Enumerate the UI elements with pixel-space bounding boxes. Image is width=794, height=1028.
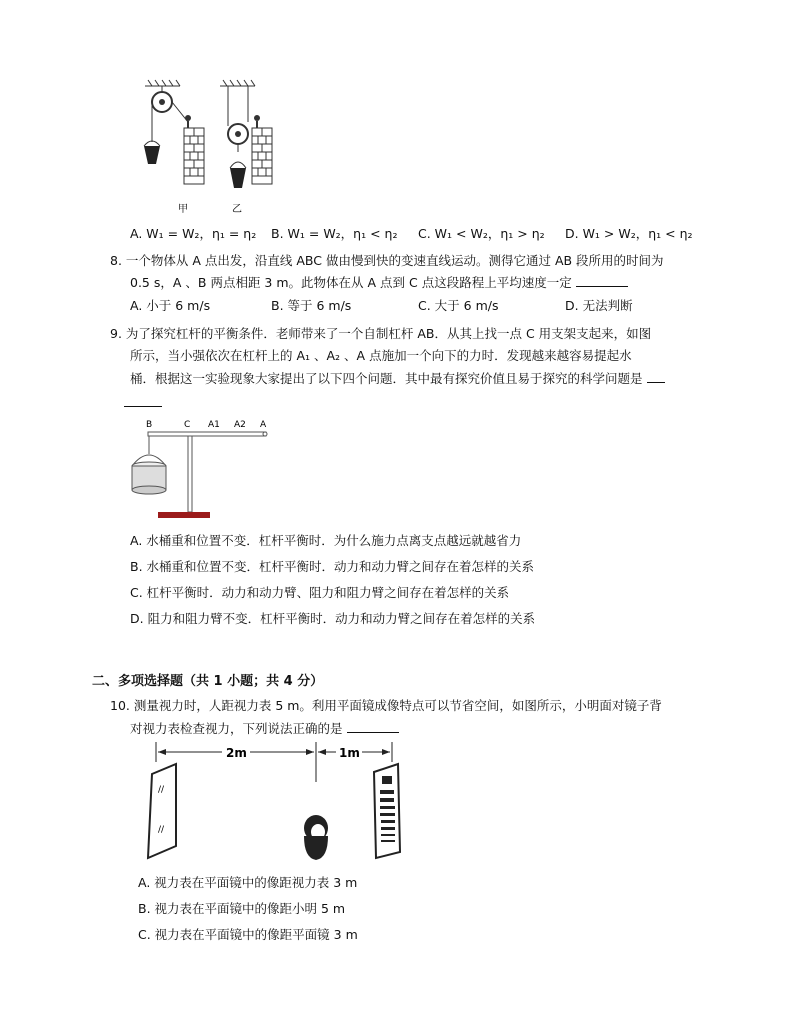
person-xiaoming	[304, 815, 328, 860]
q10-option-b[interactable]: B. 视力表在平面镜中的像距小明 5 m	[138, 901, 346, 916]
ceiling-hatch-left	[145, 80, 180, 86]
q9-option-b[interactable]: B. 水桶重和位置不变．杠杆平衡时．动力和动力臂之间存在着怎样的关系	[130, 559, 535, 574]
q9-stem-line1: 9. 为了探究杠杆的平衡条件．老师带来了一个自制杠杆 AB．从其上找一点 C 用支架支起来，如图	[110, 326, 652, 341]
lever-label-a: A	[260, 420, 267, 430]
q9-stem-line2: 所示，当小强依次在杠杆上的 A₁ 、A₂ 、A 点施加一个向下的力时．发现越来越容易提起水	[130, 348, 632, 363]
q10-stem-line2-text: 对视力表检查视力，下列说法正确的是	[130, 721, 343, 736]
q9-option-c[interactable]: C. 杠杆平衡时．动力和动力臂、阻力和阻力臂之间存在着怎样的关系	[130, 585, 510, 600]
q8-stem-line2-text: 0.5 s，A 、B 两点相距 3 m。此物体在从 A 点到 C 点这段路程上平均速度一定	[130, 275, 572, 290]
lever-label-a2: A2	[234, 420, 246, 430]
dimension-label-2m: 2m	[226, 746, 247, 760]
q8-option-d[interactable]: D. 无法判断	[565, 298, 633, 313]
q9-answer-blank-b[interactable]	[124, 406, 162, 407]
q8-answer-blank[interactable]	[576, 275, 628, 287]
svg-text://: //	[158, 825, 165, 835]
lever-label-c: C	[184, 420, 191, 430]
q7-option-a[interactable]: A. W₁ = W₂，η₁ = η₂	[130, 226, 257, 241]
q9-stem-line3	[130, 371, 665, 387]
ceiling-hatch-right	[220, 80, 255, 86]
q7-option-d[interactable]: D. W₁ > W₂，η₁ < η₂	[565, 226, 693, 241]
dimension-label-1m: 1m	[339, 746, 360, 760]
q9-answer-blank-a[interactable]	[647, 371, 665, 383]
q8-option-b[interactable]: B. 等于 6 m/s	[271, 298, 352, 313]
q10-option-a[interactable]: A. 视力表在平面镜中的像距视力表 3 m	[138, 875, 358, 890]
q7-option-b[interactable]: B. W₁ = W₂，η₁ < η₂	[271, 226, 398, 241]
eye-chart-figure	[138, 740, 410, 866]
figure-label-jia: 甲	[178, 204, 188, 215]
lever-label-a1: A1	[208, 420, 220, 430]
q9-option-d[interactable]: D. 阻力和阻力臂不变．杠杆平衡时．动力和动力臂之间存在着怎样的关系	[130, 611, 536, 626]
q10-option-c[interactable]: C. 视力表在平面镜中的像距平面镜 3 m	[138, 927, 358, 942]
figure-label-yi: 乙	[232, 204, 242, 215]
water-bucket	[132, 455, 166, 494]
lever-bar	[148, 432, 266, 436]
lever-figure	[118, 414, 278, 524]
svg-text://: //	[158, 785, 165, 795]
lever-base	[158, 512, 210, 518]
q7-option-c[interactable]: C. W₁ < W₂，η₁ > η₂	[418, 226, 545, 241]
q10-answer-blank[interactable]	[347, 721, 399, 733]
q9-stem-line3-text: 桶．根据这一实验现象大家提出了以下四个问题．其中最有探究价值且易于探究的科学问题是	[130, 371, 643, 386]
plane-mirror	[148, 764, 176, 858]
q8-stem-line1: 8. 一个物体从 A 点出发，沿直线 ABC 做由慢到快的变速直线运动。测得它通过 AB 段所用的时间为	[110, 253, 664, 268]
q9-option-a[interactable]: A. 水桶重和位置不变．杠杆平衡时．为什么施力点离支点越远就越省力	[130, 533, 522, 548]
lever-label-b: B	[146, 420, 153, 430]
lever-support	[188, 436, 192, 512]
q8-option-a[interactable]: A. 小于 6 m/s	[130, 298, 211, 313]
section-2-title: 二、多项选择题（共 1 小题；共 4 分）	[92, 674, 324, 689]
brick-wall-right	[252, 128, 272, 184]
q10-stem-line1: 10. 测量视力时，人距视力表 5 m。利用平面镜成像特点可以节省空间，如图所示，小明面对镜子背	[110, 698, 662, 713]
brick-wall-left	[184, 128, 204, 184]
pulley-figure	[130, 78, 280, 218]
bucket-left	[144, 141, 160, 164]
bucket-right	[230, 162, 246, 188]
q8-stem-line2	[130, 275, 628, 291]
q8-option-c[interactable]: C. 大于 6 m/s	[418, 298, 499, 313]
q10-stem-line2	[130, 721, 399, 737]
eye-chart	[374, 764, 400, 858]
